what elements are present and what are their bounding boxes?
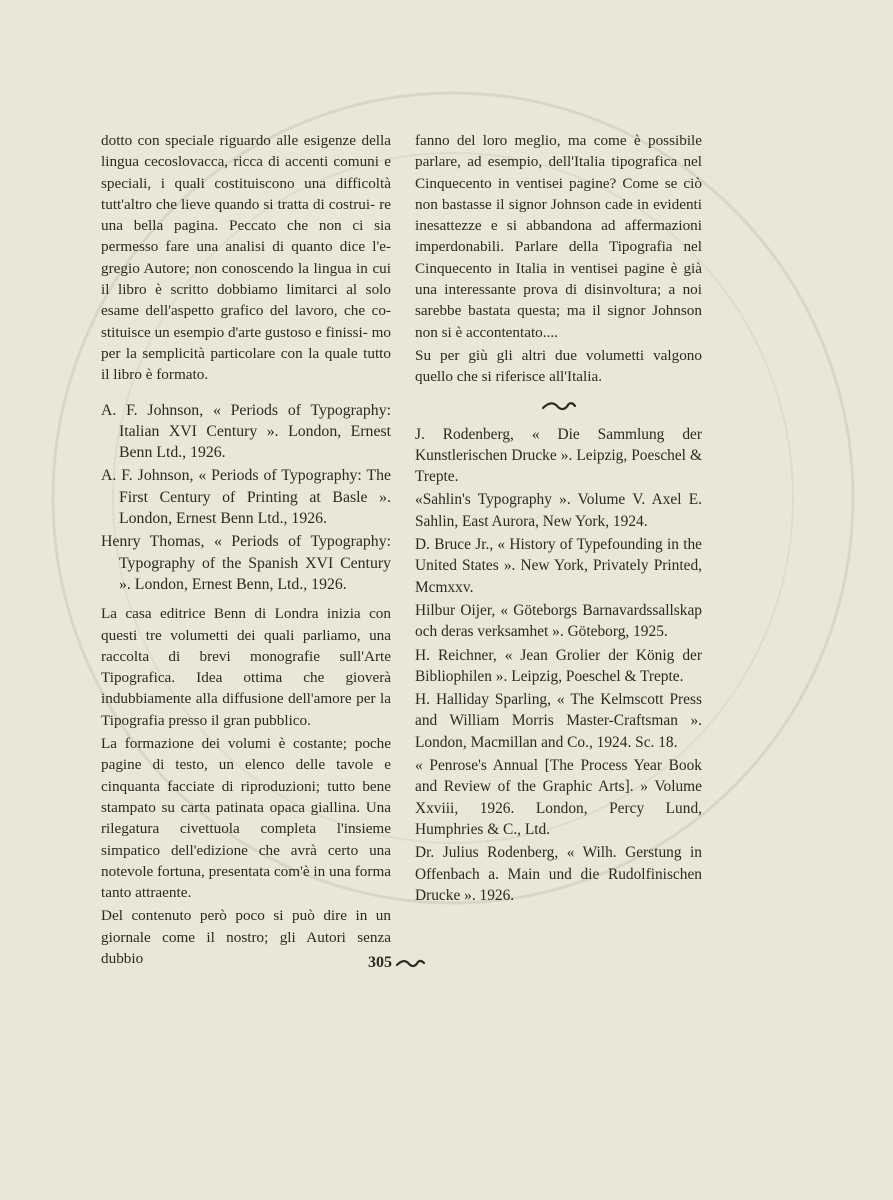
page-folio	[368, 952, 448, 974]
bibliography-entry: H. Reichner, « Jean Grolier der König der Bibliophilen ». Leipzig, Poeschel & Trepte.	[415, 646, 702, 685]
body-paragraph: fanno del loro meglio, ma come è possibile parlare, ad esempio, dell'Italia tipografica nel Cinquecento in ventisei pagine? Come se ciò non bastasse il signor Johnson cade in evidenti inesattezze e si abbandona ad affermazioni imperdonabili. Parlare della Tipografia nel Cinquecento in Italia in ventisei pagine è già una interessante prova di disinvoltura; a noi sarebbe bastata questa; ma il signor Johnson non si è accontentato....	[415, 132, 702, 341]
body-paragraph: La casa editrice Benn di Londra inizia con questi tre volumetti dei quali parliamo, una raccolta di brevi monografie sull'Arte Tipografica. Idea ottima che gioverà indubbiamente alla diffusione dell'amore per la Tipografia presso il gran pubblico.	[101, 605, 391, 729]
bibliography-entry: Hilbur Oijer, « Göteborgs Barnavardssallskap och deras verksamhet ». Göteborg, 1925.	[415, 601, 702, 641]
body-paragraph: Del contenuto però poco si può dire in un giornale come il nostro; gli Autori senza dubbio	[101, 907, 391, 967]
bibliography-entry: «Sahlin's Typography ». Volume V. Axel E. Sahlin, East Aurora, New York, 1924.	[415, 491, 702, 530]
body-paragraph: Su per giù gli altri due volumetti valgono quello che si riferisce all'Italia.	[415, 346, 702, 386]
left-column	[101, 130, 391, 969]
section-ornament	[415, 398, 702, 416]
reference-entry: Henry Thomas, « Periods of Typography: Typography of the Spanish XVI Century ». London, Ernest Benn, Ltd., 1926.	[101, 533, 391, 593]
bibliography-entry: Dr. Julius Rodenberg, « Wilh. Gerstung in Offenbach a. Main und die Rudolfinischen Drucke ». 1926.	[415, 844, 702, 904]
right-column	[415, 130, 702, 906]
swash-ornament-icon	[541, 399, 577, 413]
reference-entry: A. F. Johnson, « Periods of Typography: The First Century of Printing at Basle ». London, Ernest Benn Ltd., 1926.	[101, 467, 391, 528]
body-paragraph: La formazione dei volumi è costante; poche pagine di testo, un elenco delle tavole e cinquanta facciate di riproduzioni; tutto bene stampato su carta patinata opaca giallina. Una rilegatura civettuola completa l'insieme simpatico dell'edizione che avrà certo una notevole fortuna, presentata com'è in una forma tanto attraente.	[101, 735, 391, 902]
intro-paragraph: dotto con speciale riguardo alle esigenze della lingua cecoslovacca, ricca di accenti comuni e speciali, i quali costituiscono una difficoltà tutt'altro che lieve quando si tratta di costrui- re una bella pagina. Peccato che non ci sia permesso fare una analisi di quanto dice l'e- gregio Autore; non conoscendo la lingua in cui il libro è scritto dobbiamo limitarci al solo esame dell'aspetto grafico del lavoro, che co- stituisce un esempio d'arte gustoso e finissi- mo per la semplicità particolare con la quale tutto il libro è formato.	[101, 132, 392, 384]
swash-ornament-icon	[395, 957, 425, 969]
bibliography-entry: J. Rodenberg, « Die Sammlung der Kunstlerischen Drucke ». Leipzig, Poeschel & Trepte.	[415, 425, 702, 486]
bibliography-entry: D. Bruce Jr., « History of Typefounding in the United States ». New York, Privately Printed, Mcmxxv.	[415, 536, 702, 596]
bibliography-entry: H. Halliday Sparling, « The Kelmscott Press and William Morris Master-Craftsman ». London, Macmillan and Co., 1924. Sc. 18.	[415, 691, 702, 751]
page-number: 305	[368, 954, 392, 971]
bibliography-entry: « Penrose's Annual [The Process Year Book and Review of the Graphic Arts]. » Volume Xxviii, 1926. London, Percy Lund, Humphries & C., Ltd.	[415, 757, 702, 838]
reference-entry: A. F. Johnson, « Periods of Typography: Italian XVI Century ». London, Ernest Benn Ltd., 1926.	[101, 401, 391, 462]
